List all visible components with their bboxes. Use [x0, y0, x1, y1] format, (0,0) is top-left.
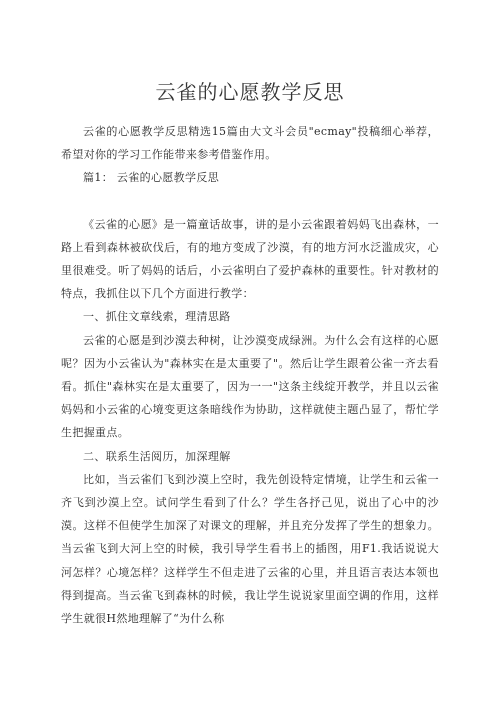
body-paragraph: 比如，当云雀们飞到沙漠上空时，我先创设特定情境，让学生和云雀一齐飞到沙漠上空。试问学生看到了什么？学生各抒己见，说出了心中的沙漠。这样不但使学生加深了对课文的理解，并且充分发挥了学生的想象力。当云雀飞到大河上空的时候，我引导学生看书上的插图，用F1.我话说说大河怎样？心境怎样？这样学生不但走进了云雀的心里，并且语言表达本领也得到提高。当云雀飞到森林的时候，我让学生说说家里面空调的作用，这样学生就很H然地理解了“为什么称	[61, 472, 439, 626]
body-paragraph: 云雀的心愿是到沙漠去种树，让沙漠变成绿洲。为什么会有这样的心愿呢？因为小云雀认为"森林实在是太重要了"。然后让学生跟着公雀一齐去看看。抓住"森林实在是太重要了，因为一一"这条主线绽开教学，并且以云雀妈妈和小云雀的心境变更这条暗线作为协助，这样就使主题凸显了，帮忙学生把握重点。	[61, 333, 439, 440]
document-body	[61, 120, 439, 630]
page-title: 云雀的心愿教学反思	[155, 80, 345, 104]
subheading-one: 一、抓住文章线索，理清思路	[83, 310, 231, 324]
subheading-two: 二、联系生活阅历，加深理解	[83, 449, 231, 463]
body-paragraph: 《云雀的心愿》是一篇童话故事，讲的是小云雀跟着妈妈飞出森林，一路上看到森林被砍伐后，有的地方变成了沙漠，有的地方河水泛滥成灾，心里很难受。听了妈妈的话后，小云雀明白了爱护森林的重要性。针对教材的特点，我抓住以下几个方面进行教学：	[61, 217, 439, 301]
intro-paragraph: 云雀的心愿教学反思精选15篇由大文斗会员"ecmay"投稿细心举荐，希望对你的学习工作能带来参考借鉴作用。	[61, 125, 439, 162]
section-heading: 篇1： 云雀的心愿教学反思	[83, 171, 220, 185]
